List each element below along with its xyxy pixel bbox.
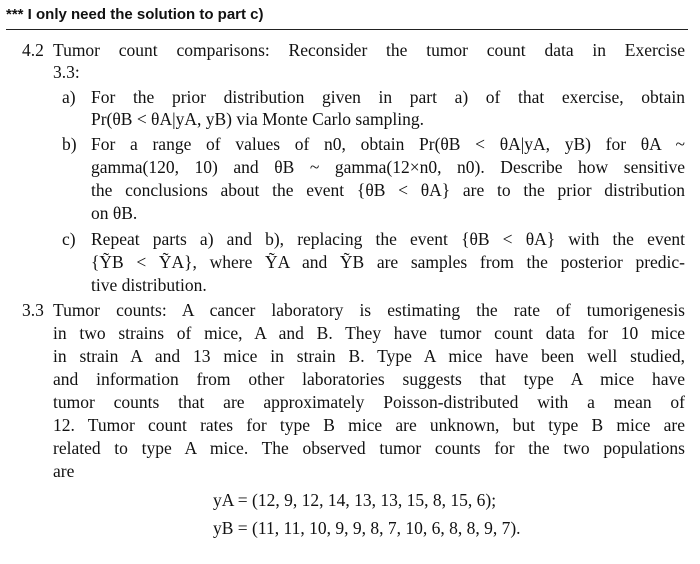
equation-y-a: yA = (12, 9, 12, 14, 13, 13, 15, 8, 15, 6); <box>213 490 497 510</box>
exercise-4-2-number: 4.2 <box>22 40 44 60</box>
exercise-3-3-line-4: and information from other laboratories suggests that type A mice have <box>53 369 685 389</box>
part-b-line-1: For a range of values of n0, obtain Pr(θB < θA|yA, yB) for θA ~ <box>91 134 685 154</box>
request-note: *** I only need the solution to part c) <box>6 6 264 23</box>
exercise-4-2-text-line-1: Tumor count comparisons: Reconsider the tumor count data in Exercise <box>53 40 685 60</box>
equation-y-b: yB = (11, 11, 10, 9, 9, 8, 7, 10, 6, 8, 8, 9, 7). <box>213 518 521 538</box>
part-b-line-3: the conclusions about the event {θB < θA} are to the prior distribution <box>91 180 685 200</box>
part-c-line-2: {ỸB < ỸA}, where ỸA and ỸB are samples from the posterior predic- <box>91 252 685 272</box>
part-a-label: a) <box>62 87 76 107</box>
part-c-line-1: Repeat parts a) and b), replacing the event {θB < θA} with the event <box>91 229 685 249</box>
exercise-3-3-line-3: in strain A and 13 mice in strain B. Type A mice have been well studied, <box>53 346 685 366</box>
exercise-3-3-line-1: Tumor counts: A cancer laboratory is estimating the rate of tumorigenesis <box>53 300 685 320</box>
part-a-line-2: Pr(θB < θA|yA, yB) via Monte Carlo sampling. <box>91 109 424 129</box>
exercise-3-3-line-8: are <box>53 461 75 481</box>
part-b-line-4: on θB. <box>91 203 138 223</box>
part-c-line-3: tive distribution. <box>91 275 207 295</box>
exercise-3-3-line-6: 12. Tumor count rates for type B mice are unknown, but type B mice are <box>53 415 685 435</box>
exercise-3-3-line-5: tumor counts that are approximately Poisson-distributed with a mean of <box>53 392 685 412</box>
exercise-4-2-text-line-2: 3.3: <box>53 62 80 82</box>
part-b-line-2: gamma(120, 10) and θB ~ gamma(12×n0, n0). Describe how sensitive <box>91 157 685 177</box>
part-b-label: b) <box>62 134 77 154</box>
exercise-3-3-number: 3.3 <box>22 300 44 320</box>
part-c-label: c) <box>62 229 76 249</box>
part-a-line-1: For the prior distribution given in part a) of that exercise, obtain <box>91 87 685 107</box>
exercise-3-3-line-7: related to type A mice. The observed tumor counts for the two populations <box>53 438 685 458</box>
exercise-3-3-line-2: in two strains of mice, A and B. They have tumor count data for 10 mice <box>53 323 685 343</box>
